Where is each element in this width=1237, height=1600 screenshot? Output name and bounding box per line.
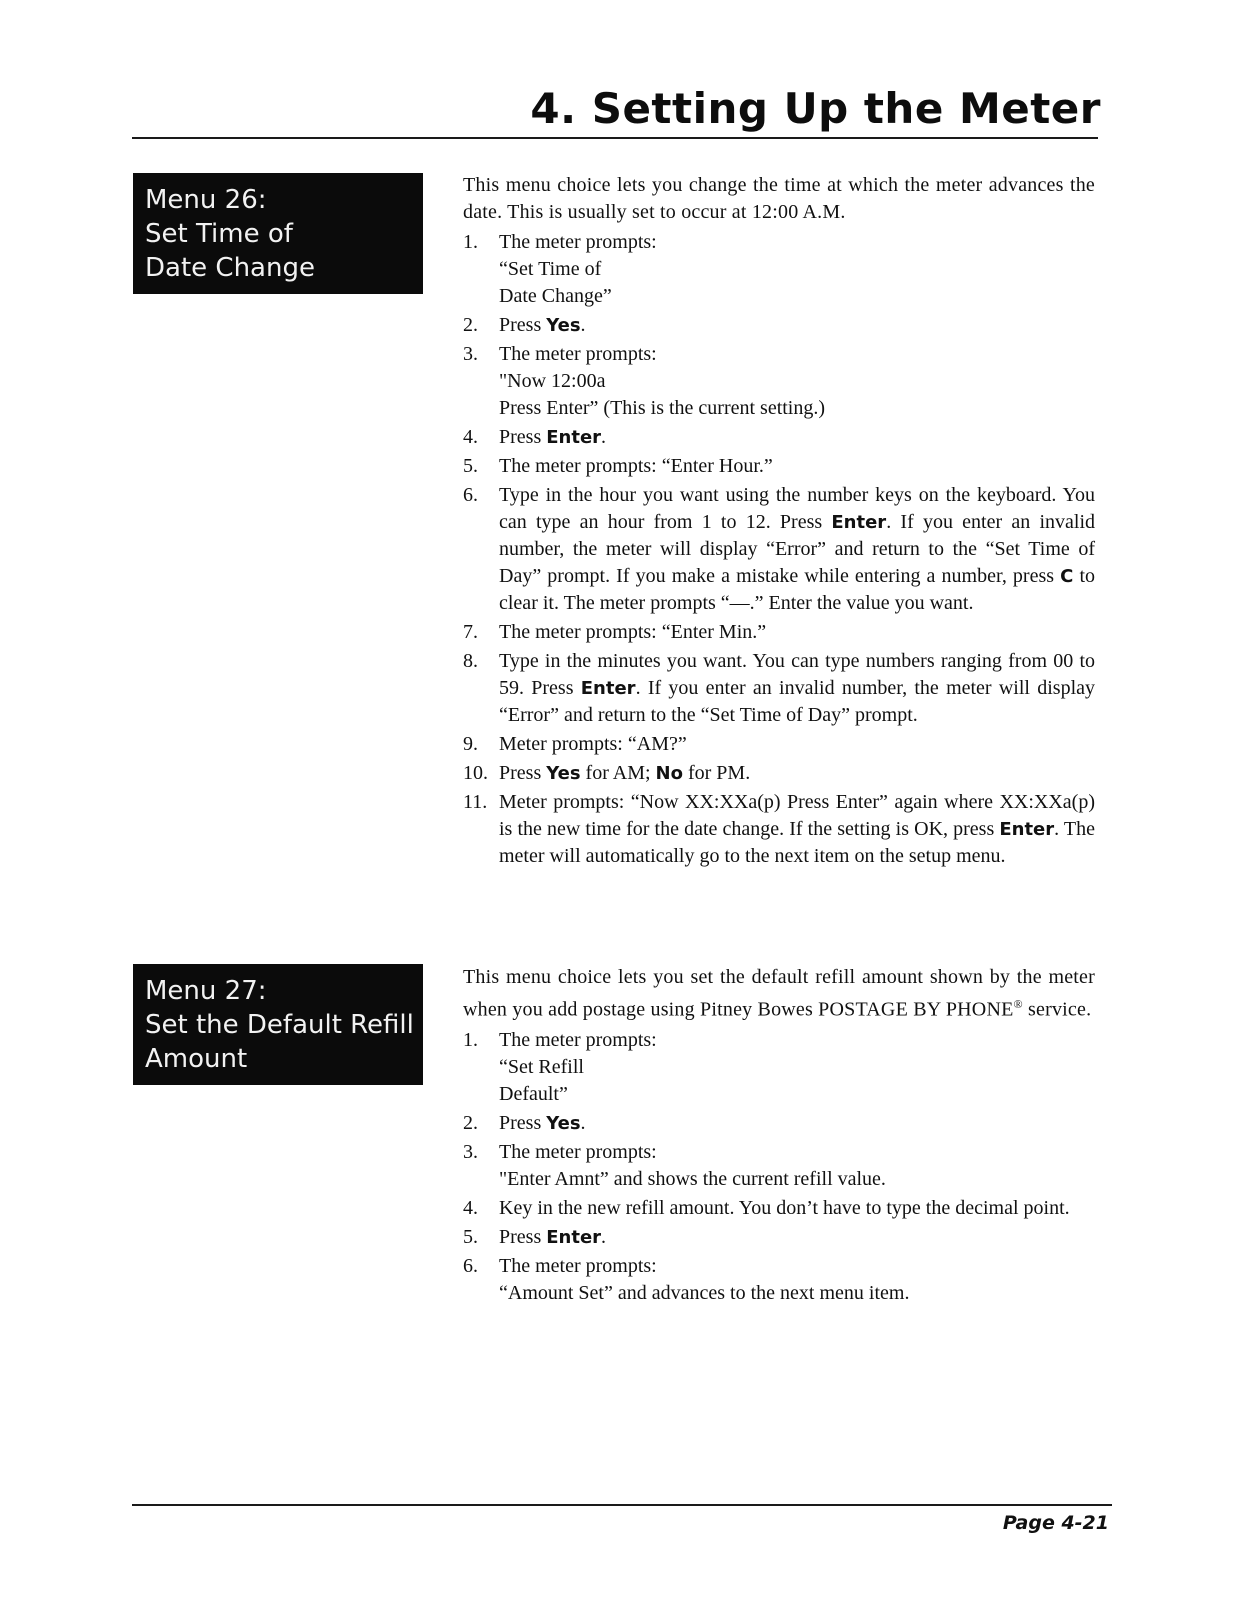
text-run: Default” [499,1082,568,1105]
menu-26-label-line: Date Change [145,253,315,283]
key-name: Yes [546,315,581,336]
step-text [499,482,1095,617]
menu-26-section [463,172,1095,872]
text-run: . [580,314,586,336]
text-run: "Enter Amnt” and shows the current refill value. [499,1167,886,1190]
step-item [463,1253,1095,1307]
step-number: 8. [463,650,478,672]
text-run: Meter prompts: “Now XX:XXa(p) Press Enter” again where XX:XXa(p) is the new time for the date change. If the setting is OK, press [499,791,1095,840]
registered-mark: ® [1013,997,1023,1011]
text-run: Press [499,314,547,336]
text-run: . [601,426,607,448]
step-number: 4. [463,1196,478,1219]
key-name: Yes [546,1112,581,1134]
step-line [499,1139,1095,1166]
step-text [499,453,1095,480]
step-number: 3. [463,343,478,365]
menu-27-label-line: Set the Default Refill [145,1010,414,1040]
step-item [463,789,1095,870]
menu-26-label-line: Set Time of [145,219,293,249]
text-run: for AM; [580,762,656,784]
text-run: Press [499,1225,547,1248]
step-text [499,648,1095,729]
key-name: Enter [546,1226,602,1248]
text-run: The meter prompts: [499,1254,657,1277]
step-line [499,1253,1095,1280]
footer-rule [132,1504,1112,1506]
step-line [499,424,1095,451]
step-line [499,1280,1095,1307]
step-line [499,482,1095,617]
step-text [499,1110,1095,1137]
step-text [499,619,1095,646]
menu-27-label [133,964,423,1085]
step-text [499,229,1095,310]
text-run: . If you enter an invalid number, the meter will display “Error” and return to the “Set Time of Day” prompt. If you make a mistake while entering a number, press [499,511,1096,587]
text-run: for PM. [682,762,751,784]
text-run: Date Change” [499,285,612,307]
step-number: 5. [463,455,478,477]
step-item [463,619,1095,646]
step-line [499,283,1095,310]
step-line [499,229,1095,256]
step-item [463,424,1095,451]
step-item [463,1139,1095,1193]
step-line [499,1195,1095,1222]
step-number: 7. [463,621,478,643]
step-number: 11. [463,791,488,813]
menu-26-label [133,173,423,294]
step-line [499,256,1095,283]
step-line [499,731,1095,758]
step-number: 6. [463,1254,478,1277]
step-line [499,1081,1095,1108]
text-run: to clear it. The meter prompts “—.” Enter the value you want. [499,565,1096,614]
step-number: 2. [463,1111,478,1134]
text-run: . If you enter an invalid number, the meter will display “Error” and return to the “Set Time of Day” prompt. [499,677,1095,726]
menu-27-section [463,964,1095,1309]
step-text [499,1139,1095,1193]
key-name: Enter [580,678,636,699]
step-line [499,341,1095,368]
step-line [499,789,1095,870]
step-text [499,1027,1095,1108]
step-item [463,229,1095,310]
text-run: “Set Refill [499,1055,584,1078]
key-name: Enter [546,427,602,448]
menu-27-label-line: Menu 27: [145,976,267,1006]
step-text [499,424,1095,451]
step-item [463,760,1095,787]
step-item [463,1224,1095,1251]
text-run: The meter prompts: [499,231,657,253]
menu-26-label-line: Menu 26: [145,185,267,215]
text-run: . [580,1111,586,1134]
step-text [499,1195,1095,1222]
step-number: 9. [463,733,478,755]
step-item [463,482,1095,617]
step-number: 10. [463,762,488,784]
step-number: 4. [463,426,478,448]
step-number: 2. [463,314,478,336]
key-name: C [1060,566,1074,587]
step-line [499,312,1095,339]
menu-27-label-line: Amount [145,1044,248,1074]
text-run: Type in the hour you want using the number keys on the keyboard. You can type an hour from 1 to 12. Press [499,484,1095,533]
step-item [463,648,1095,729]
step-item [463,341,1095,422]
step-text [499,789,1095,870]
key-name: Yes [546,763,581,784]
step-text [499,731,1095,758]
step-item [463,453,1095,480]
step-line [499,395,1095,422]
menu-27-steps [463,1027,1095,1307]
step-text [499,341,1095,422]
text-run: “Set Time of [499,258,602,280]
menu-26-steps [463,229,1095,870]
text-run: Press [499,1111,547,1134]
text-run: . [601,1225,607,1248]
step-item [463,1027,1095,1108]
step-text [499,1224,1095,1251]
key-name: No [655,763,683,784]
step-text [499,1253,1095,1307]
chapter-title: 4. Setting Up the Meter [530,84,1101,133]
text-run: The meter prompts: [499,343,657,365]
text-run: The meter prompts: [499,1140,657,1163]
key-name: Enter [999,819,1055,840]
text-run: . The meter will automatically go to the next item on the setup menu. [499,818,1096,867]
step-number: 3. [463,1140,478,1163]
header-rule [132,137,1098,139]
text-run: The meter prompts: [499,1028,657,1051]
step-line [499,760,1095,787]
step-number: 1. [463,1028,478,1051]
step-line [499,1224,1095,1251]
menu-27-intro-tail: service. [1022,998,1092,1021]
text-run: Meter prompts: “AM?” [499,733,687,755]
step-text [499,312,1095,339]
key-name: Enter [831,512,887,533]
step-number: 5. [463,1225,478,1248]
step-item [463,1110,1095,1137]
text-run: "Now 12:00a [499,370,606,392]
text-run: Press [499,762,547,784]
menu-27-intro-text: This menu choice lets you set the default refill amount shown by the meter when you add postage using Pitney Bowes POSTAGE BY PHONE [463,966,1095,1021]
step-number: 6. [463,484,478,506]
text-run: Press [499,426,547,448]
step-line [499,1166,1095,1193]
text-run: “Amount Set” and advances to the next menu item. [499,1281,910,1304]
step-line [499,1110,1095,1137]
menu-26-intro: This menu choice lets you change the time at which the meter advances the date. This is usually set to occur at 12:00 A.M. [463,174,1095,223]
step-line [499,1054,1095,1081]
step-item [463,1195,1095,1222]
menu-27-intro [463,964,1095,1024]
text-run: The meter prompts: “Enter Hour.” [499,455,773,477]
step-item [463,731,1095,758]
step-text [499,760,1095,787]
text-run: The meter prompts: “Enter Min.” [499,621,767,643]
text-run: Press Enter” (This is the current setting.) [499,397,826,419]
text-run: Key in the new refill amount. You don’t have to type the decimal point. [499,1196,1070,1219]
step-line [499,453,1095,480]
step-line [499,648,1095,729]
step-line [499,619,1095,646]
step-line [499,1027,1095,1054]
text-run: Type in the minutes you want. You can type numbers ranging from 00 to 59. Press [499,650,1095,699]
step-item [463,312,1095,339]
page-number: Page 4-21 [1002,1512,1109,1534]
step-number: 1. [463,231,478,253]
step-line [499,368,1095,395]
